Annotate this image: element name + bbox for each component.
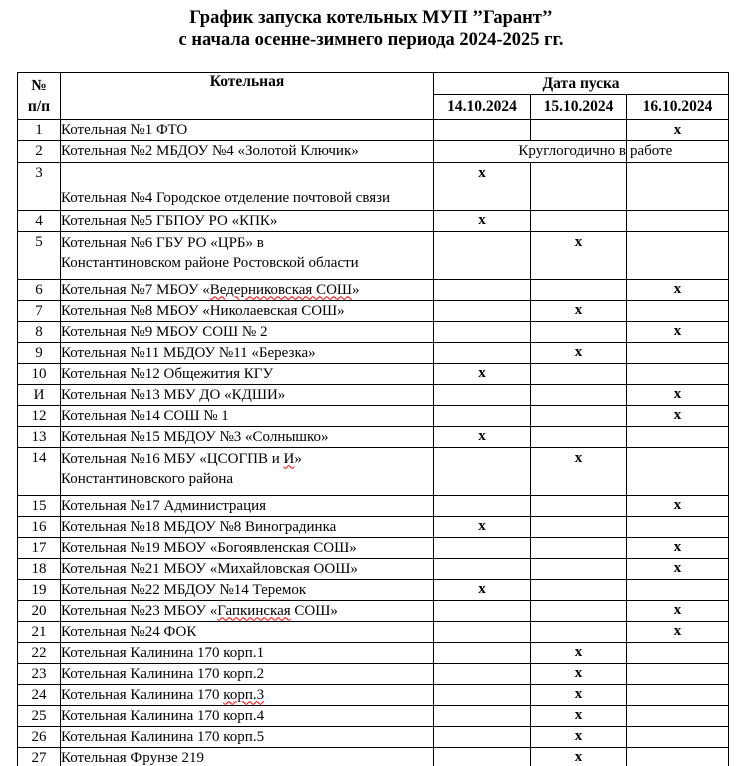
table-row	[18, 342, 729, 363]
row-number: 13	[18, 426, 61, 447]
empty-date-cell	[434, 495, 531, 516]
launch-mark-cell: х	[531, 663, 627, 684]
table-row	[18, 705, 729, 726]
row-number: 22	[18, 642, 61, 663]
boiler-name	[61, 579, 434, 600]
boiler-name	[61, 279, 434, 300]
table-row	[18, 426, 729, 447]
header-date-16-10-2024: 16.10.2024	[627, 95, 729, 120]
empty-date-cell	[434, 537, 531, 558]
boiler-name-line	[61, 601, 433, 621]
boiler-name-text: Котельная Калинина 170 корп.2	[61, 665, 265, 682]
table-row	[18, 621, 729, 642]
launch-mark-cell: х	[627, 600, 729, 621]
empty-date-cell	[531, 537, 627, 558]
row-number: И	[18, 384, 61, 405]
empty-date-cell	[531, 558, 627, 579]
launch-mark-cell: х	[531, 726, 627, 747]
table-row	[18, 210, 729, 231]
row-number: 15	[18, 495, 61, 516]
boiler-name-text: Котельная №11 МБДОУ №11 «Березка»	[61, 344, 316, 361]
header-num-symbol: №	[31, 77, 47, 94]
header-launch-date-group: Дата пуска	[434, 73, 729, 95]
empty-date-cell	[627, 684, 729, 705]
boiler-name	[61, 600, 434, 621]
launch-mark-cell: х	[434, 162, 531, 210]
misspelled-text: Гапкинская	[217, 602, 291, 619]
boiler-name-text: Котельная №4 Городское отделение почтовой связи	[61, 189, 391, 206]
empty-date-cell	[434, 321, 531, 342]
misspelled-text: И	[283, 450, 295, 467]
boiler-name-text: Котельная №13 МБУ ДО «КДШИ»	[61, 386, 286, 403]
boiler-name-line	[61, 385, 433, 405]
row-number: 26	[18, 726, 61, 747]
boiler-name-text: Котельная №1 ФТО	[61, 122, 188, 138]
empty-date-cell	[627, 747, 729, 766]
annual-operation-cell	[434, 141, 729, 163]
launch-mark-cell: х	[434, 579, 531, 600]
empty-date-cell	[434, 279, 531, 300]
boiler-name-line	[61, 211, 433, 231]
empty-date-cell	[531, 162, 627, 210]
annual-text-right: работе	[626, 141, 728, 162]
row-number: 5	[18, 231, 61, 279]
empty-date-cell	[627, 210, 729, 231]
boiler-name	[61, 300, 434, 321]
boiler-name-line	[61, 364, 433, 384]
row-number: 23	[18, 663, 61, 684]
boiler-name-line	[61, 280, 433, 300]
row-number: 17	[18, 537, 61, 558]
boiler-name-line	[61, 141, 433, 161]
boiler-name-text: Котельная №15 МБДОУ №3 «Солнышко»	[61, 428, 329, 445]
boiler-name-text: Константиновском районе Ростовской области	[61, 254, 359, 271]
boiler-name-line	[61, 748, 433, 766]
empty-date-cell	[434, 726, 531, 747]
boiler-name-text: Котельная Калинина 170	[61, 686, 224, 703]
empty-date-cell	[434, 342, 531, 363]
table-row	[18, 495, 729, 516]
boiler-name-text: Котельная Фрунзе 219	[61, 749, 204, 766]
launch-mark-cell: х	[531, 300, 627, 321]
row-number: 20	[18, 600, 61, 621]
boiler-name-line	[61, 622, 433, 642]
row-number: 27	[18, 747, 61, 766]
boiler-name	[61, 516, 434, 537]
row-number: 9	[18, 342, 61, 363]
launch-mark-cell: х	[627, 279, 729, 300]
boiler-name	[61, 558, 434, 579]
boiler-name	[61, 495, 434, 516]
empty-date-cell	[531, 426, 627, 447]
empty-date-cell	[434, 621, 531, 642]
empty-date-cell	[627, 300, 729, 321]
launch-mark-cell: х	[434, 363, 531, 384]
empty-date-cell	[627, 705, 729, 726]
annual-text-left: Круглогодично в	[518, 142, 626, 159]
boiler-name-text: »	[294, 450, 302, 467]
annual-operation-text	[434, 141, 728, 162]
boiler-name-text: »	[352, 281, 360, 298]
header-row-1	[18, 73, 729, 95]
table-row	[18, 405, 729, 426]
launch-mark-cell: х	[627, 537, 729, 558]
empty-date-cell	[434, 642, 531, 663]
row-number: 21	[18, 621, 61, 642]
boiler-name-text: Котельная №19 МБОУ «Богоявленская СОШ»	[61, 539, 357, 556]
empty-date-cell	[434, 447, 531, 495]
empty-date-cell	[627, 363, 729, 384]
row-number: 25	[18, 705, 61, 726]
misspelled-text: Ведерниковская СОШ	[209, 281, 353, 298]
boiler-name-text: Котельная №21 МБОУ «Михайловская ООШ»	[61, 560, 358, 577]
boiler-name	[61, 747, 434, 766]
empty-date-cell	[531, 321, 627, 342]
empty-date-cell	[627, 426, 729, 447]
row-number: 12	[18, 405, 61, 426]
boiler-name-text: Котельная №22 МБДОУ №14 Теремок	[61, 581, 307, 598]
launch-mark-cell: х	[434, 210, 531, 231]
empty-date-cell	[434, 384, 531, 405]
empty-date-cell	[627, 162, 729, 210]
empty-date-cell	[627, 447, 729, 495]
row-number: 3	[18, 162, 61, 210]
boiler-name-line	[61, 322, 433, 342]
boiler-name-line	[61, 301, 433, 321]
boiler-name	[61, 705, 434, 726]
launch-mark-cell: х	[531, 684, 627, 705]
empty-date-cell	[531, 210, 627, 231]
header-date-15-10-2024: 15.10.2024	[531, 95, 627, 120]
table-row	[18, 642, 729, 663]
launch-mark-cell: х	[434, 516, 531, 537]
header-date-14-10-2024: 14.10.2024	[434, 95, 531, 120]
empty-date-cell	[627, 579, 729, 600]
boiler-name	[61, 621, 434, 642]
table-body	[18, 120, 729, 766]
boiler-name-text: Константиновского района	[61, 470, 234, 487]
boiler-name-text: Котельная №2 МБДОУ №4 «Золотой Ключик»	[61, 143, 359, 160]
boiler-name-line	[61, 120, 433, 140]
row-number: 14	[18, 447, 61, 495]
row-number: 19	[18, 579, 61, 600]
table-row	[18, 300, 729, 321]
launch-mark-cell: х	[627, 405, 729, 426]
boiler-name-line	[61, 643, 433, 663]
boiler-name-text: Котельная №7 МБОУ «	[61, 281, 210, 298]
empty-date-cell	[434, 300, 531, 321]
row-number: 16	[18, 516, 61, 537]
launch-mark-cell: х	[531, 231, 627, 279]
table-row	[18, 726, 729, 747]
empty-date-cell	[627, 516, 729, 537]
table-row	[18, 579, 729, 600]
boiler-name-text: Котельная №5 ГБПОУ РО «КПК»	[61, 212, 278, 229]
boiler-name-text: Котельная №8 МБОУ «Николаевская СОШ»	[61, 302, 345, 319]
empty-date-cell	[434, 705, 531, 726]
boiler-name-line	[61, 496, 433, 516]
table-row	[18, 384, 729, 405]
boiler-name	[61, 120, 434, 141]
boiler-name-text: Котельная №18 МБДОУ №8 Виноградинка	[61, 518, 337, 535]
empty-date-cell	[531, 495, 627, 516]
boiler-name	[61, 363, 434, 384]
boiler-name-text: Котельная Калинина 170 корп.4	[61, 707, 265, 724]
row-number: 7	[18, 300, 61, 321]
boiler-name-line	[61, 517, 433, 537]
boiler-name	[61, 231, 434, 279]
header-boiler-column: Котельная	[61, 73, 434, 120]
launch-mark-cell: х	[627, 384, 729, 405]
boiler-name	[61, 321, 434, 342]
empty-date-cell	[434, 663, 531, 684]
boiler-name-line	[61, 664, 433, 684]
boiler-name	[61, 447, 434, 495]
empty-date-cell	[434, 405, 531, 426]
launch-mark-cell: х	[627, 321, 729, 342]
launch-mark-cell: х	[627, 558, 729, 579]
table-row	[18, 321, 729, 342]
misspelled-text: корп.3	[223, 686, 265, 703]
boiler-name	[61, 384, 434, 405]
boiler-name-line	[61, 449, 433, 469]
launch-mark-cell: х	[531, 342, 627, 363]
boiler-name-text: СОШ»	[290, 602, 338, 619]
boiler-name-text: Котельная №24 ФОК	[61, 623, 197, 640]
header-row-number	[18, 73, 61, 120]
title-line-1: График запуска котельных МУП ’’Гарант’’	[189, 8, 553, 28]
empty-date-cell	[531, 363, 627, 384]
row-number: 4	[18, 210, 61, 231]
empty-date-cell	[627, 231, 729, 279]
boiler-name	[61, 342, 434, 363]
boiler-launch-schedule-table	[17, 72, 729, 766]
empty-date-cell	[434, 231, 531, 279]
boiler-name-line	[61, 469, 433, 489]
empty-date-cell	[531, 600, 627, 621]
boiler-name	[61, 684, 434, 705]
empty-date-cell	[531, 279, 627, 300]
row-number: 18	[18, 558, 61, 579]
boiler-name-line	[61, 406, 433, 426]
table-row	[18, 663, 729, 684]
boiler-name	[61, 537, 434, 558]
empty-date-cell	[434, 558, 531, 579]
boiler-name-text: Котельная Калинина 170 корп.5	[61, 728, 265, 745]
empty-date-cell	[627, 726, 729, 747]
table-row	[18, 162, 729, 210]
boiler-name-line	[61, 253, 433, 273]
boiler-name	[61, 162, 434, 210]
table-row	[18, 558, 729, 579]
row-number: 2	[18, 141, 61, 163]
launch-mark-cell: х	[531, 642, 627, 663]
boiler-name	[61, 210, 434, 231]
row-number: 6	[18, 279, 61, 300]
launch-mark-cell: х	[627, 120, 729, 141]
boiler-name-line	[61, 727, 433, 747]
boiler-name-line	[61, 706, 433, 726]
launch-mark-cell: х	[434, 426, 531, 447]
table-row	[18, 684, 729, 705]
header-num-abbr: п/п	[27, 98, 51, 115]
boiler-name-line	[61, 233, 433, 253]
table-row	[18, 537, 729, 558]
launch-mark-cell: х	[531, 705, 627, 726]
boiler-name-line	[61, 188, 433, 208]
title-line-2: с начала осенне-зимнего периода 2024-2025 гг.	[178, 30, 564, 50]
empty-date-cell	[531, 516, 627, 537]
table-row	[18, 447, 729, 495]
boiler-name-text: Котельная №12 Общежития КГУ	[61, 365, 274, 382]
boiler-name	[61, 726, 434, 747]
empty-date-cell	[434, 120, 531, 141]
boiler-name-text: Котельная №17 Администрация	[61, 497, 267, 514]
row-number: 10	[18, 363, 61, 384]
table-row	[18, 600, 729, 621]
boiler-name-line	[61, 559, 433, 579]
boiler-name-text: Котельная Калинина 170 корп.1	[61, 644, 265, 661]
empty-date-cell	[434, 747, 531, 766]
boiler-name-line	[61, 427, 433, 447]
empty-date-cell	[531, 621, 627, 642]
empty-date-cell	[531, 384, 627, 405]
table-row	[18, 120, 729, 141]
empty-date-cell	[627, 642, 729, 663]
table-row	[18, 747, 729, 766]
table-row	[18, 363, 729, 384]
launch-mark-cell: х	[627, 621, 729, 642]
table-row	[18, 516, 729, 537]
table-row	[18, 231, 729, 279]
boiler-name	[61, 663, 434, 684]
empty-date-cell	[627, 663, 729, 684]
boiler-name-line	[61, 580, 433, 600]
boiler-name-text: Котельная №6 ГБУ РО «ЦРБ» в	[61, 234, 264, 251]
boiler-name-line	[61, 538, 433, 558]
empty-date-cell	[627, 342, 729, 363]
row-number: 1	[18, 120, 61, 141]
row-number: 8	[18, 321, 61, 342]
empty-date-cell	[531, 405, 627, 426]
launch-mark-cell: х	[531, 747, 627, 766]
boiler-name	[61, 642, 434, 663]
table-row	[18, 141, 729, 163]
boiler-name	[61, 141, 434, 163]
boiler-name-line	[61, 685, 433, 705]
empty-date-cell	[531, 579, 627, 600]
row-number: 24	[18, 684, 61, 705]
empty-date-cell	[531, 120, 627, 141]
boiler-name	[61, 405, 434, 426]
boiler-name-text: Котельная №16 МБУ «ЦСОГПВ и	[61, 450, 284, 467]
boiler-name-text: Котельная №14 СОШ № 1	[61, 407, 229, 424]
boiler-name-text: Котельная №9 МБОУ СОШ № 2	[61, 323, 268, 340]
launch-mark-cell: х	[531, 447, 627, 495]
boiler-name-text: Котельная №23 МБОУ «	[61, 602, 218, 619]
boiler-name-line	[61, 343, 433, 363]
table-row	[18, 279, 729, 300]
boiler-name	[61, 426, 434, 447]
empty-date-cell	[434, 684, 531, 705]
empty-date-cell	[434, 600, 531, 621]
document-title	[0, 7, 742, 51]
launch-mark-cell: х	[627, 495, 729, 516]
